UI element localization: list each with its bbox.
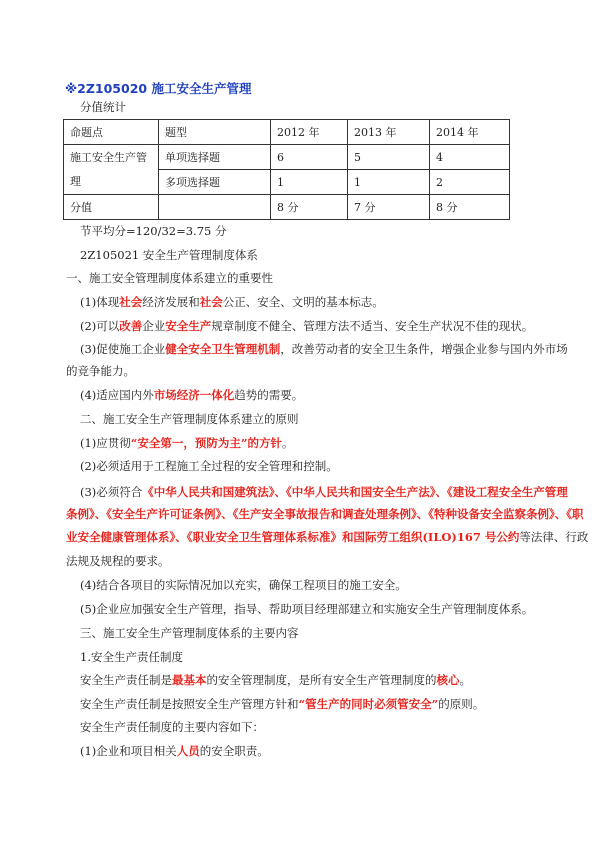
- table-cell: [159, 195, 271, 220]
- heading-3: 三、施工安全生产管理制度体系的主要内容: [80, 626, 299, 640]
- header-cell: 命题点: [64, 120, 159, 145]
- table-cell: 4: [430, 145, 510, 170]
- paragraph-3: (3)促使施工企业健全安全卫生管理机制，改善劳动者的安全卫生条件，增强企业参与国内外市场: [80, 342, 568, 356]
- heading-2: 二、施工安全生产管理制度体系建立的原则: [80, 412, 299, 426]
- principle-1: (1)应贯彻“安全第一，预防为主”的方针。: [80, 436, 294, 450]
- stats-label: 分值统计: [80, 100, 126, 114]
- paragraph-4: (4)适应国内外市场经济一体化趋势的需要。: [80, 388, 304, 402]
- table-cell: 单项选择题: [159, 145, 271, 170]
- header-cell: 2013 年: [348, 120, 430, 145]
- table-cell: 2: [430, 170, 510, 195]
- table-cell: 8 分: [271, 195, 348, 220]
- table-cell: 7 分: [348, 195, 430, 220]
- table-cell: 分值: [64, 195, 159, 220]
- header-cell: 题型: [159, 120, 271, 145]
- header-cell: 2012 年: [271, 120, 348, 145]
- table-header-row: [64, 120, 510, 145]
- topic-cell: 施工安全生产管理: [64, 145, 159, 195]
- table-cell: 8 分: [430, 195, 510, 220]
- average-score: 节平均分=120/32=3.75 分: [80, 224, 227, 238]
- subheading-1: 1.安全生产责任制度: [80, 650, 183, 664]
- responsibility-4: (1)企业和项目相关人员的安全职责。: [80, 744, 269, 758]
- score-table: [63, 119, 510, 220]
- table-cell: 多项选择题: [159, 170, 271, 195]
- table-total-row: [64, 195, 510, 220]
- principle-3: (3)必须符合《中华人民共和国建筑法》、《中华人民共和国安全生产法》、《建设工程安全生产管理: [80, 485, 568, 499]
- heading-1: 一、施工安全管理制度体系建立的重要性: [66, 271, 273, 285]
- principle-3-cont: 条例》、《安全生产许可证条例》、《生产安全事故报告和调查处理条例》、《特种设备安全监察条例》、《职: [66, 507, 584, 521]
- table-cell: 1: [271, 170, 348, 195]
- header-cell: 2014 年: [430, 120, 510, 145]
- table-cell: 1: [348, 170, 430, 195]
- principle-5: (5)企业应加强安全生产管理，指导、帮助项目经理部建立和实施安全生产管理制度体系。: [80, 602, 534, 616]
- section-title: ※2Z105020 施工安全生产管理: [65, 81, 252, 96]
- principle-3-cont: 法规及规程的要求。: [66, 554, 170, 568]
- paragraph-1: (1)体现社会经济发展和社会公正、安全、文明的基本标志。: [80, 295, 384, 309]
- subsection-title: 2Z105021 安全生产管理制度体系: [80, 248, 258, 262]
- responsibility-1: 安全生产责任制是最基本的安全管理制度，是所有安全生产管理制度的核心。: [80, 673, 471, 687]
- principle-2: (2)必须适用于工程施工全过程的安全管理和控制。: [80, 459, 338, 473]
- principle-3-cont: 业安全健康管理体系》、《职业安全卫生管理体系标准》和国际劳工组织(ILO)167 号公约等法律、行政: [66, 530, 589, 544]
- table-cell: 5: [348, 145, 430, 170]
- paragraph-2: (2)可以改善企业安全生产规章制度不健全、管理方法不适当、安全生产状况不佳的现状。: [80, 319, 534, 333]
- responsibility-3: 安全生产责任制度的主要内容如下：: [80, 720, 264, 734]
- principle-4: (4)结合各项目的实际情况加以充实，确保工程项目的施工安全。: [80, 578, 407, 592]
- table-cell: 6: [271, 145, 348, 170]
- table-row: [64, 145, 510, 170]
- responsibility-2: 安全生产责任制是按照安全生产管理方针和“管生产的同时必须管安全”的原则。: [80, 697, 485, 711]
- paragraph-3-cont: 的竞争能力。: [66, 364, 135, 378]
